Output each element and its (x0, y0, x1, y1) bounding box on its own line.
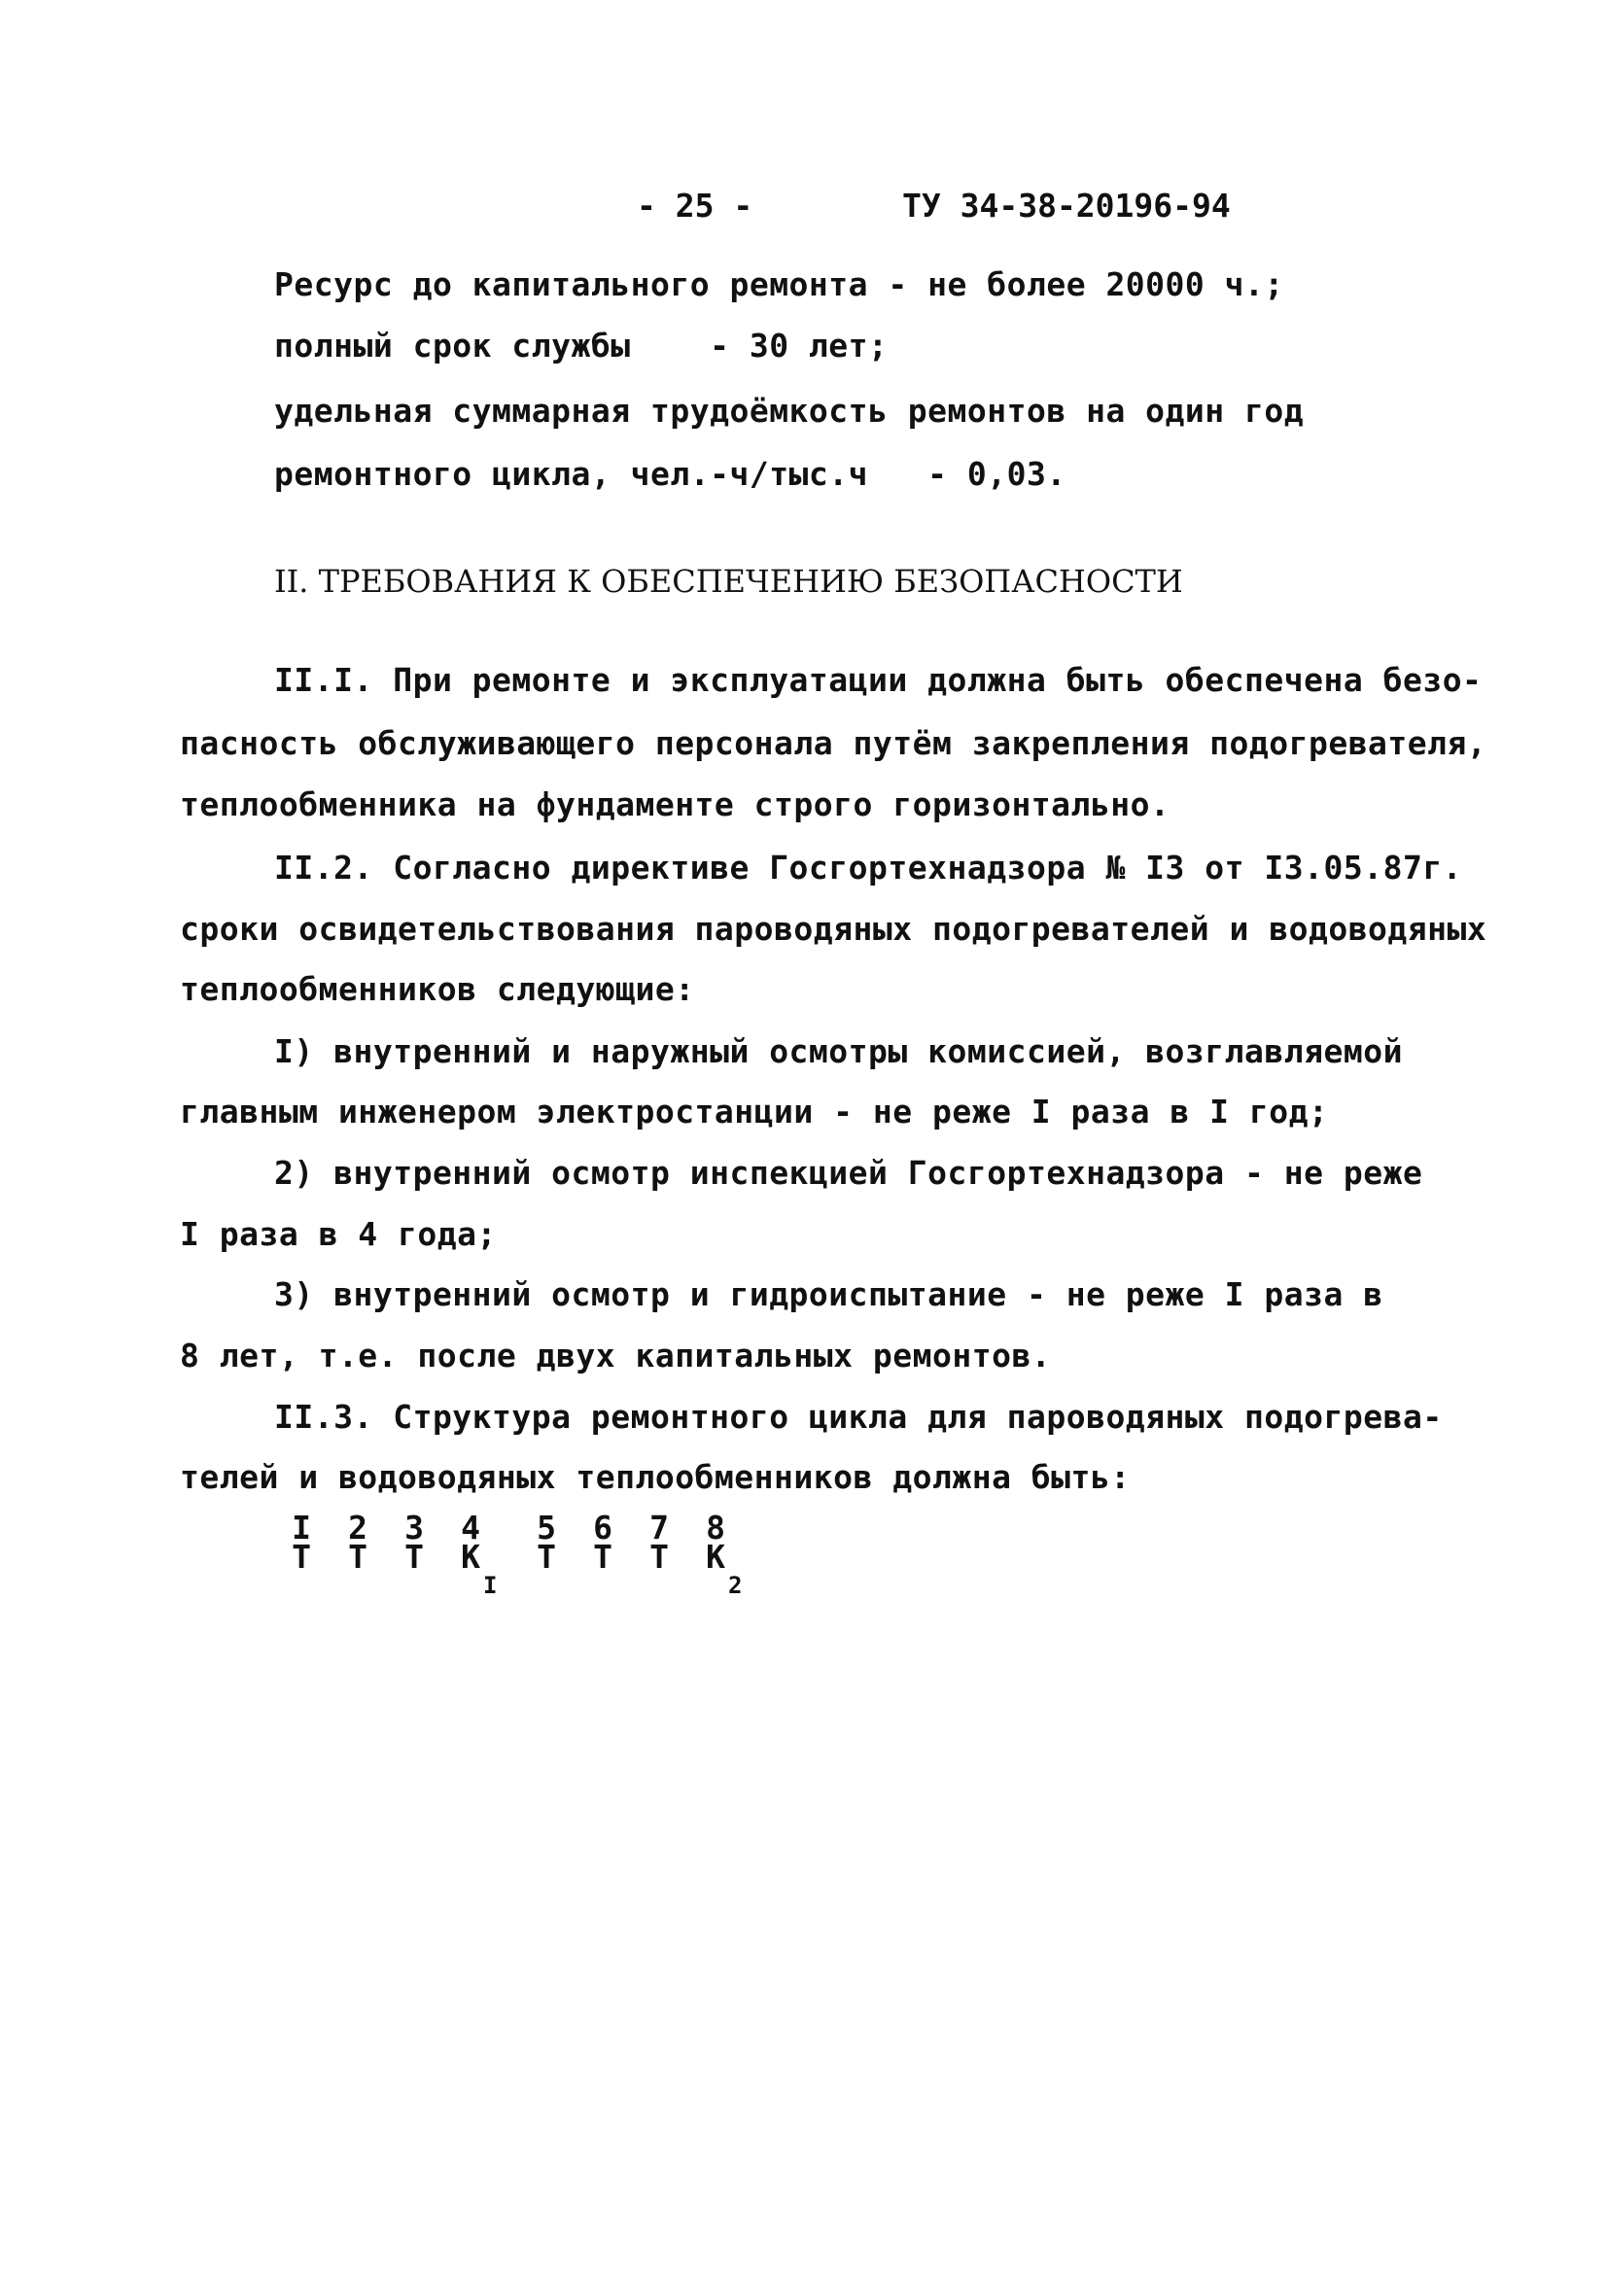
cycle-subscript-4: I (483, 1572, 498, 1599)
cycle-type-7: Т (649, 1538, 669, 1576)
cycle-type-2: Т (348, 1538, 367, 1576)
page-number: - 25 - (637, 187, 753, 225)
section-heading: II. ТРЕБОВАНИЯ К ОБЕСПЕЧЕНИЮ БЕЗОПАСНОСТИ (274, 563, 1183, 600)
page-header (0, 187, 1607, 235)
cycle-number-7: 7 (649, 1509, 669, 1547)
cycle-type-3: Т (404, 1538, 424, 1576)
item-1-line-2: главным инженером электростанции - не реже I раза в I год; (180, 1093, 1329, 1131)
cycle-subscript-8: 2 (728, 1572, 743, 1599)
paragraph-12-line-2: сроки освидетельствования пароводяных подогревателей и водоводяных (180, 910, 1487, 948)
paragraph-13-line-1: II.3. Структура ремонтного цикла для пароводяных подогрева- (274, 1398, 1443, 1436)
resource-line-2: полный срок службы - 30 лет; (274, 327, 889, 365)
cycle-type-6: Т (593, 1538, 612, 1576)
cycle-type-4: К (461, 1538, 480, 1576)
cycle-number-6: 6 (593, 1509, 612, 1547)
resource-line-3: удельная суммарная трудоёмкость ремонтов на один год (274, 392, 1305, 430)
cycle-type-8: К (706, 1538, 725, 1576)
resource-line-1: Ресурс до капитального ремонта - не более 20000 ч.; (274, 265, 1284, 303)
cycle-number-1: I (292, 1509, 311, 1547)
repair-cycle-structure (277, 1509, 783, 1618)
item-2-line-2: I раза в 4 года; (180, 1215, 497, 1253)
paragraph-11-line-3: теплообменника на фундаменте строго горизонтально. (180, 785, 1170, 823)
item-3-line-2: 8 лет, т.е. после двух капитальных ремонтов. (180, 1337, 1052, 1374)
paragraph-12-line-3: теплообменников следующие: (180, 970, 695, 1008)
cycle-number-8: 8 (706, 1509, 725, 1547)
item-1-line-1: I) внутренний и наружный осмотры комиссией, возглавляемой (274, 1032, 1403, 1070)
paragraph-11-line-1: II.I. При ремонте и эксплуатации должна быть обеспечена безо- (274, 661, 1483, 699)
cycle-number-2: 2 (348, 1509, 367, 1547)
cycle-type-1: Т (292, 1538, 311, 1576)
cycle-number-3: 3 (404, 1509, 424, 1547)
paragraph-12-line-1: II.2. Согласно директиве Госгортехнадзора № I3 от I3.05.87г. (274, 849, 1463, 887)
cycle-type-5: Т (537, 1538, 556, 1576)
item-3-line-1: 3) внутренний осмотр и гидроиспытание - не реже I раза в (274, 1275, 1383, 1313)
document-code: ТУ 34-38-20196-94 (902, 187, 1231, 225)
resource-line-4: ремонтного цикла, чел.-ч/тыс.ч - 0,03. (274, 455, 1066, 493)
paragraph-11-line-2: пасность обслуживающего персонала путём закрепления подогревателя, (180, 724, 1487, 762)
cycle-number-4: 4 (461, 1509, 480, 1547)
paragraph-13-line-2: телей и водоводяных теплообменников должна быть: (180, 1458, 1131, 1496)
cycle-number-5: 5 (537, 1509, 556, 1547)
item-2-line-1: 2) внутренний осмотр инспекцией Госгортехнадзора - не реже (274, 1154, 1423, 1192)
